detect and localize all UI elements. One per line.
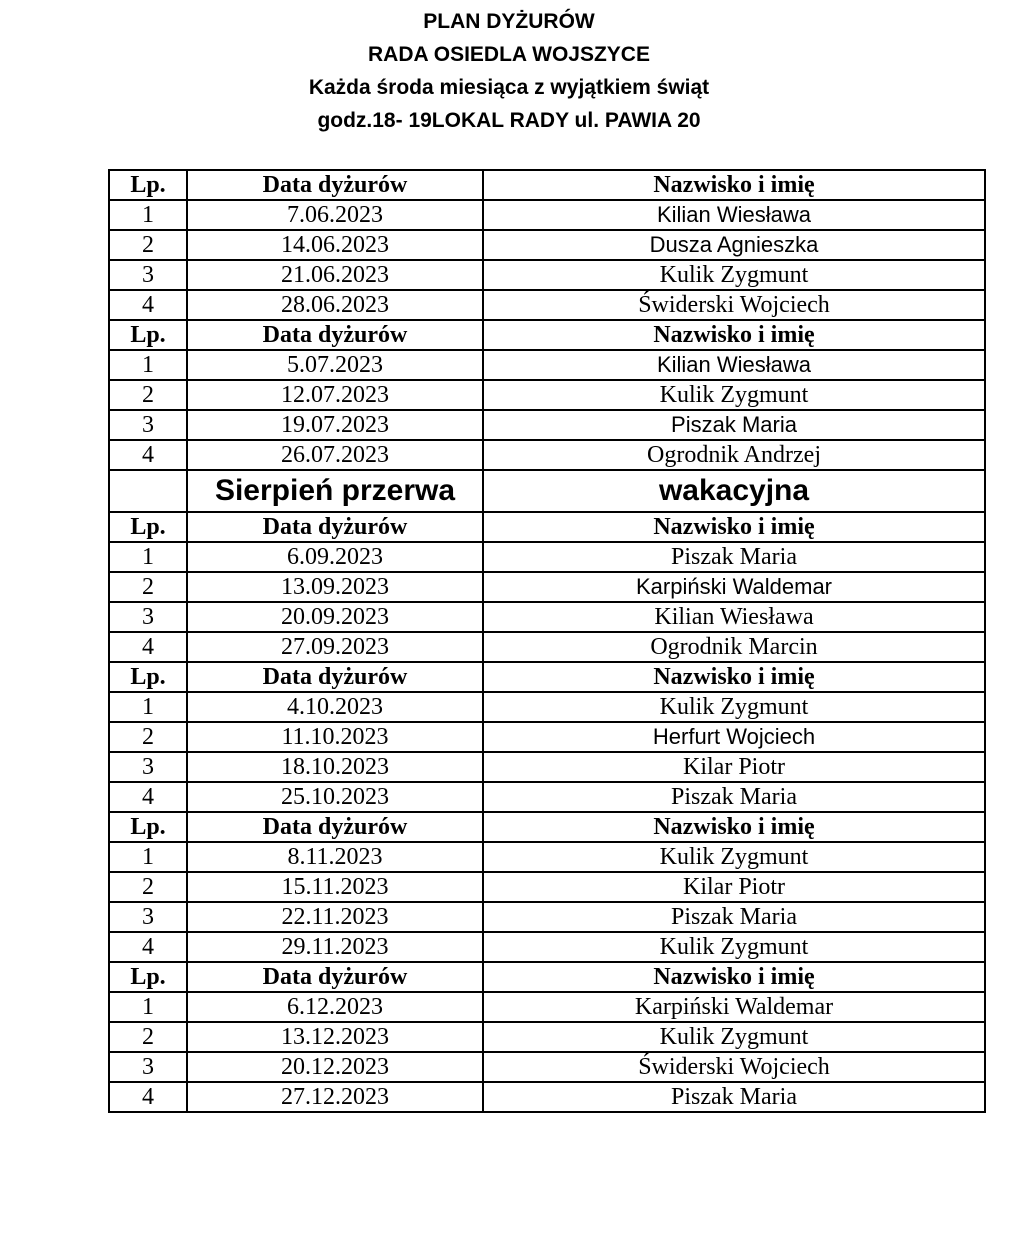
table-row	[109, 872, 985, 902]
cell-date: 21.06.2023	[187, 260, 483, 290]
table-row	[109, 692, 985, 722]
table-row	[109, 722, 985, 752]
cell-name: Kulik Zygmunt	[483, 1022, 985, 1052]
cell-lp: 3	[109, 1052, 187, 1082]
cell-lp: 4	[109, 932, 187, 962]
table-header-row	[109, 512, 985, 542]
cell-date: 6.12.2023	[187, 992, 483, 1022]
table-header-row	[109, 662, 985, 692]
cell-name: Piszak Maria	[483, 410, 985, 440]
cell-lp: 4	[109, 782, 187, 812]
header-date: Data dyżurów	[187, 662, 483, 692]
table-header-row	[109, 812, 985, 842]
cell-date: 29.11.2023	[187, 932, 483, 962]
cell-lp: 1	[109, 200, 187, 230]
cell-lp: 2	[109, 872, 187, 902]
cell-name: Piszak Maria	[483, 542, 985, 572]
header-date: Data dyżurów	[187, 170, 483, 200]
table-row	[109, 350, 985, 380]
header-date: Data dyżurów	[187, 320, 483, 350]
cell-name: Herfurt Wojciech	[483, 722, 985, 752]
cell-name: Piszak Maria	[483, 782, 985, 812]
cell-lp: 2	[109, 230, 187, 260]
cell-name: Kulik Zygmunt	[483, 932, 985, 962]
cell-name: Karpiński Waldemar	[483, 992, 985, 1022]
cell-lp: 1	[109, 992, 187, 1022]
table-row	[109, 542, 985, 572]
duty-schedule-table	[108, 169, 986, 1113]
cell-name: Kulik Zygmunt	[483, 842, 985, 872]
cell-lp: 3	[109, 410, 187, 440]
subtitle-schedule: Każda środa miesiąca z wyjątkiem świąt	[308, 76, 710, 99]
cell-date: 22.11.2023	[187, 902, 483, 932]
cell-lp: 4	[109, 290, 187, 320]
cell-date: 13.12.2023	[187, 1022, 483, 1052]
cell-date: 6.09.2023	[187, 542, 483, 572]
break-empty-cell	[109, 470, 187, 512]
cell-date: 11.10.2023	[187, 722, 483, 752]
table-row	[109, 1022, 985, 1052]
cell-lp: 4	[109, 632, 187, 662]
cell-date: 20.09.2023	[187, 602, 483, 632]
cell-date: 8.11.2023	[187, 842, 483, 872]
document-heading	[0, 5, 1012, 137]
cell-lp: 1	[109, 692, 187, 722]
cell-date: 26.07.2023	[187, 440, 483, 470]
cell-date: 13.09.2023	[187, 572, 483, 602]
table-row	[109, 992, 985, 1022]
cell-name: Kilian Wiesława	[483, 350, 985, 380]
cell-name: Dusza Agnieszka	[483, 230, 985, 260]
cell-lp: 3	[109, 902, 187, 932]
header-name: Nazwisko i imię	[483, 512, 985, 542]
break-text-first: Sierpień przerwa	[187, 470, 483, 512]
table-header-row	[109, 320, 985, 350]
table-row	[109, 752, 985, 782]
cell-date: 20.12.2023	[187, 1052, 483, 1082]
table-row	[109, 380, 985, 410]
table-row	[109, 440, 985, 470]
header-name: Nazwisko i imię	[483, 320, 985, 350]
header-name: Nazwisko i imię	[483, 812, 985, 842]
cell-name: Ogrodnik Andrzej	[483, 440, 985, 470]
table-row	[109, 290, 985, 320]
cell-name: Piszak Maria	[483, 902, 985, 932]
cell-name: Kulik Zygmunt	[483, 380, 985, 410]
title-council: RADA OSIEDLA WOJSZYCE	[368, 43, 650, 66]
table-row	[109, 782, 985, 812]
header-date: Data dyżurów	[187, 512, 483, 542]
cell-name: Kulik Zygmunt	[483, 260, 985, 290]
cell-date: 18.10.2023	[187, 752, 483, 782]
title-plan: PLAN DYŻURÓW	[423, 10, 595, 33]
header-lp: Lp.	[109, 662, 187, 692]
cell-lp: 3	[109, 752, 187, 782]
cell-lp: 1	[109, 542, 187, 572]
header-lp: Lp.	[109, 812, 187, 842]
table-row	[109, 602, 985, 632]
table-header-row	[109, 962, 985, 992]
cell-lp: 1	[109, 842, 187, 872]
header-date: Data dyżurów	[187, 812, 483, 842]
header-name: Nazwisko i imię	[483, 662, 985, 692]
cell-name: Kulik Zygmunt	[483, 692, 985, 722]
table-row	[109, 632, 985, 662]
cell-name: Świderski Wojciech	[483, 1052, 985, 1082]
cell-date: 27.09.2023	[187, 632, 483, 662]
header-lp: Lp.	[109, 170, 187, 200]
cell-name: Ogrodnik Marcin	[483, 632, 985, 662]
subtitle-hours-location: godz.18- 19LOKAL RADY ul. PAWIA 20	[317, 109, 701, 132]
table-row	[109, 842, 985, 872]
cell-name: Piszak Maria	[483, 1082, 985, 1112]
break-text-second: wakacyjna	[483, 470, 985, 512]
cell-lp: 1	[109, 350, 187, 380]
cell-name: Karpiński Waldemar	[483, 572, 985, 602]
table-row	[109, 230, 985, 260]
cell-name: Kilian Wiesława	[483, 602, 985, 632]
header-date: Data dyżurów	[187, 962, 483, 992]
cell-lp: 2	[109, 572, 187, 602]
table-row	[109, 932, 985, 962]
cell-date: 15.11.2023	[187, 872, 483, 902]
cell-lp: 2	[109, 1022, 187, 1052]
cell-date: 4.10.2023	[187, 692, 483, 722]
cell-date: 12.07.2023	[187, 380, 483, 410]
cell-lp: 2	[109, 380, 187, 410]
table-row	[109, 260, 985, 290]
table-row	[109, 572, 985, 602]
table-row	[109, 410, 985, 440]
table-header-row	[109, 170, 985, 200]
cell-lp: 3	[109, 260, 187, 290]
cell-name: Kilar Piotr	[483, 872, 985, 902]
cell-date: 19.07.2023	[187, 410, 483, 440]
table-row	[109, 1052, 985, 1082]
cell-date: 5.07.2023	[187, 350, 483, 380]
cell-name: Świderski Wojciech	[483, 290, 985, 320]
header-name: Nazwisko i imię	[483, 170, 985, 200]
table-row	[109, 200, 985, 230]
cell-lp: 2	[109, 722, 187, 752]
cell-date: 7.06.2023	[187, 200, 483, 230]
cell-name: Kilar Piotr	[483, 752, 985, 782]
cell-date: 25.10.2023	[187, 782, 483, 812]
header-lp: Lp.	[109, 962, 187, 992]
table-row	[109, 902, 985, 932]
header-lp: Lp.	[109, 320, 187, 350]
cell-lp: 3	[109, 602, 187, 632]
cell-lp: 4	[109, 440, 187, 470]
cell-name: Kilian Wiesława	[483, 200, 985, 230]
header-lp: Lp.	[109, 512, 187, 542]
cell-date: 28.06.2023	[187, 290, 483, 320]
august-break-row	[109, 470, 985, 512]
table-row	[109, 1082, 985, 1112]
cell-date: 27.12.2023	[187, 1082, 483, 1112]
header-name: Nazwisko i imię	[483, 962, 985, 992]
cell-date: 14.06.2023	[187, 230, 483, 260]
cell-lp: 4	[109, 1082, 187, 1112]
